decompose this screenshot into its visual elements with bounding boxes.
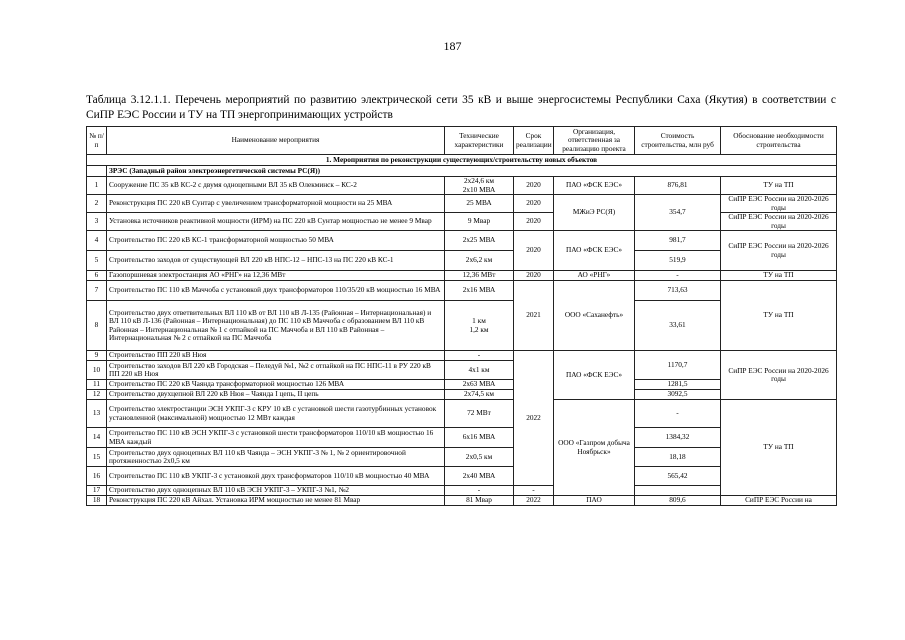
row-specs: 4х1 км bbox=[445, 361, 514, 380]
row-specs: 2х16 МВА bbox=[445, 281, 514, 301]
table-row bbox=[87, 496, 837, 506]
row-basis: ТУ на ТП bbox=[721, 281, 837, 351]
row-name: Строительство заходов ВЛ 220 кВ Городская – Пеледуй №1, №2 с отпайкой на ПС НПС-11 в РУ 220 кВ ПП 220 кВ Нюя bbox=[107, 361, 445, 380]
row-name: Строительство заходов от существующей ВЛ 220 кВ НПС-12 – НПС-13 на ПС 220 кВ КС-1 bbox=[107, 251, 445, 271]
row-num: 7 bbox=[87, 281, 107, 301]
row-num: 5 bbox=[87, 251, 107, 271]
row-specs: 2х24,6 км 2х10 МВА bbox=[445, 177, 514, 195]
row-name: Строительство ПС 110 кВ ЭСН УКПГ-3 с установкой шести трансформаторов 110/10 кВ мощностью 16 МВА каждый bbox=[107, 428, 445, 448]
row-specs: 2х0,5 км bbox=[445, 448, 514, 467]
row-name: Строительство ПП 220 кВ Нюя bbox=[107, 351, 445, 361]
row-org: ООО «Газпром добыча Ноябрьск» bbox=[554, 400, 635, 496]
row-cost: 519,9 bbox=[635, 251, 721, 271]
row-org: ООО «Саханефть» bbox=[554, 281, 635, 351]
row-num: 17 bbox=[87, 486, 107, 496]
row-num: 13 bbox=[87, 400, 107, 428]
row-cost: 981,7 bbox=[635, 231, 721, 251]
row-cost: 18,18 bbox=[635, 448, 721, 467]
row-specs: 9 Мвар bbox=[445, 213, 514, 231]
row-specs: 6х16 МВА bbox=[445, 428, 514, 448]
header-org: Организация, ответственная за реализацию проекта bbox=[554, 127, 635, 155]
table-row bbox=[87, 400, 837, 428]
row-name: Строительство двух одноцепных ВЛ 110 кВ ЭСН УКПГ-3 – УКПГ-3 №1, №2 bbox=[107, 486, 445, 496]
header-cost: Стоимость строительства, млн руб bbox=[635, 127, 721, 155]
row-term: 2020 bbox=[514, 231, 554, 271]
row-basis: ТУ на ТП bbox=[721, 271, 837, 281]
table-row bbox=[87, 271, 837, 281]
row-num: 1 bbox=[87, 177, 107, 195]
row-name: Сооружение ПС 35 кВ КС-2 с двумя одноцепными ВЛ 35 кВ Олекминск – КС-2 bbox=[107, 177, 445, 195]
row-specs: 2х25 МВА bbox=[445, 231, 514, 251]
row-name: Строительство двух одноцепных ВЛ 110 кВ Чаянда – ЭСН УКПГ-3 № 1, № 2 ориентировочной протяженностью 2х0,5 км bbox=[107, 448, 445, 467]
header-specs: Технические характеристики bbox=[445, 127, 514, 155]
row-name: Строительство ПС 110 кВ УКПГ-3 с установкой двух трансформаторов 110/10 кВ мощностью 40 МВА bbox=[107, 467, 445, 486]
row-name: Строительство двух ответвительных ВЛ 110 кВ от ВЛ 110 кВ Л-135 (Районная – Интернациональная) и ВЛ 110 кВ Л-136 (Районная – Интернациональная) до ПС 110 кВ Маччоба с образованием ВЛ 110 кВ Районная – Интернациональная № 1 с отпайкой на ПС Маччоба и ВЛ 110 кВ Районная – Интернациональная № 2 с отпайкой на ПС Маччоба bbox=[107, 301, 445, 351]
row-num: 15 bbox=[87, 448, 107, 467]
row-cost: - bbox=[635, 271, 721, 281]
row-term: 2022 bbox=[514, 351, 554, 486]
table-row bbox=[87, 281, 837, 301]
row-cost: 565,42 bbox=[635, 467, 721, 486]
row-term: 2020 bbox=[514, 213, 554, 231]
row-basis: СиПР ЕЭС России на 2020-2026 годы bbox=[721, 195, 837, 213]
row-cost: 1170,7 bbox=[635, 351, 721, 380]
table-row bbox=[87, 195, 837, 213]
header-row bbox=[87, 127, 837, 155]
region-empty-cell bbox=[87, 166, 107, 177]
row-cost: 33,61 bbox=[635, 301, 721, 351]
row-num: 10 bbox=[87, 361, 107, 380]
row-name: Газопоршневая электростанция АО «РНГ» на 12,36 МВт bbox=[107, 271, 445, 281]
row-specs: - bbox=[445, 351, 514, 361]
row-specs: 2х74,5 км bbox=[445, 390, 514, 400]
header-num: № п/п bbox=[87, 127, 107, 155]
row-specs: 1 км 1,2 км bbox=[445, 301, 514, 351]
row-num: 4 bbox=[87, 231, 107, 251]
row-org: МЖиЭ РС(Я) bbox=[554, 195, 635, 231]
table-caption: Таблица 3.12.1.1. Перечень мероприятий по развитию электрической сети 35 кВ и выше энергосистемы Республики Саха (Якутия) в соответствии с СиПР ЕЭС России и ТУ на ТП энергопринимающих устройств bbox=[86, 94, 836, 121]
row-cost: 354,7 bbox=[635, 195, 721, 231]
row-num: 6 bbox=[87, 271, 107, 281]
row-specs: 2х63 МВА bbox=[445, 380, 514, 390]
page-number: 187 bbox=[443, 39, 462, 53]
row-name: Реконструкция ПС 220 кВ Айхал. Установка ИРМ мощностью не менее 81 Мвар bbox=[107, 496, 445, 506]
row-org: АО «РНГ» bbox=[554, 271, 635, 281]
row-num: 14 bbox=[87, 428, 107, 448]
row-specs: 2х40 МВА bbox=[445, 467, 514, 486]
row-basis: ТУ на ТП bbox=[721, 177, 837, 195]
table-row bbox=[87, 351, 837, 361]
table-row bbox=[87, 213, 837, 231]
header-term: Срок реализации bbox=[514, 127, 554, 155]
row-org: ПАО «ФСК ЕЭС» bbox=[554, 231, 635, 271]
row-num: 16 bbox=[87, 467, 107, 486]
row-cost: 1281,5 bbox=[635, 380, 721, 390]
row-num: 11 bbox=[87, 380, 107, 390]
row-basis: СиПР ЕЭС России на 2020-2026 годы bbox=[721, 213, 837, 231]
row-specs: 81 Мвар bbox=[445, 496, 514, 506]
row-basis: ТУ на ТП bbox=[721, 400, 837, 496]
row-cost: 876,81 bbox=[635, 177, 721, 195]
section-row bbox=[87, 155, 837, 166]
row-org: ПАО «ФСК ЕЭС» bbox=[554, 177, 635, 195]
row-term: 2021 bbox=[514, 281, 554, 351]
row-cost: - bbox=[635, 400, 721, 428]
row-term: 2022 bbox=[514, 496, 554, 506]
row-name: Строительство электростанции ЭСН УКПГ-3 с КРУ 10 кВ с установкой шести газотурбинных установок установленной (максимальной) мощностью 12 МВт каждая bbox=[107, 400, 445, 428]
row-cost: 1384,32 bbox=[635, 428, 721, 448]
row-name: Строительство ПС 220 кВ Чаянда трансформаторной мощностью 126 МВА bbox=[107, 380, 445, 390]
table-row bbox=[87, 231, 837, 251]
row-num: 8 bbox=[87, 301, 107, 351]
row-num: 3 bbox=[87, 213, 107, 231]
header-name: Наименование мероприятия bbox=[107, 127, 445, 155]
row-specs: 25 МВА bbox=[445, 195, 514, 213]
row-name: Строительство двухцепной ВЛ 220 кВ Нюя – Чаянда I цепь, II цепь bbox=[107, 390, 445, 400]
row-num: 12 bbox=[87, 390, 107, 400]
row-cost: 809,6 bbox=[635, 496, 721, 506]
table-row bbox=[87, 177, 837, 195]
row-num: 18 bbox=[87, 496, 107, 506]
row-basis: СиПР ЕЭС России на 2020-2026 годы bbox=[721, 351, 837, 400]
row-specs: 12,36 МВт bbox=[445, 271, 514, 281]
row-term: 2020 bbox=[514, 195, 554, 213]
header-basis: Обоснование необходимости строительства bbox=[721, 127, 837, 155]
row-basis: СиПР ЕЭС России на 2020-2026 годы bbox=[721, 231, 837, 271]
row-name: Строительство ПС 110 кВ Маччоба с установкой двух трансформаторов 110/35/20 кВ мощностью 16 МВА bbox=[107, 281, 445, 301]
row-name: Реконструкция ПС 220 кВ Сунтар с увеличением трансформаторной мощности на 25 МВА bbox=[107, 195, 445, 213]
row-specs: 72 МВт bbox=[445, 400, 514, 428]
region-title: ЗРЭС (Западный район электроэнергетической системы РС(Я)) bbox=[107, 166, 837, 177]
row-cost: 3092,5 bbox=[635, 390, 721, 400]
row-basis: СиПР ЕЭС России на bbox=[721, 496, 837, 506]
row-cost: - bbox=[514, 486, 554, 496]
row-num: 9 bbox=[87, 351, 107, 361]
row-specs: 2х6,2 км bbox=[445, 251, 514, 271]
measures-table bbox=[86, 126, 837, 506]
row-name: Строительство ПС 220 кВ КС-1 трансформаторной мощностью 50 МВА bbox=[107, 231, 445, 251]
section-title: 1. Мероприятия по реконструкции существующих/строительству новых объектов bbox=[87, 155, 837, 166]
row-num: 2 bbox=[87, 195, 107, 213]
row-org: ПАО «ФСК ЕЭС» bbox=[554, 351, 635, 400]
row-term: 2020 bbox=[514, 177, 554, 195]
row-name: Установка источников реактивной мощности (ИРМ) на ПС 220 кВ Сунтар мощностью не менее 9 Мвар bbox=[107, 213, 445, 231]
region-row bbox=[87, 166, 837, 177]
row-org: ПАО bbox=[554, 496, 635, 506]
row-cost: 713,63 bbox=[635, 281, 721, 301]
row-specs: - bbox=[445, 486, 514, 496]
row-term: 2020 bbox=[514, 271, 554, 281]
